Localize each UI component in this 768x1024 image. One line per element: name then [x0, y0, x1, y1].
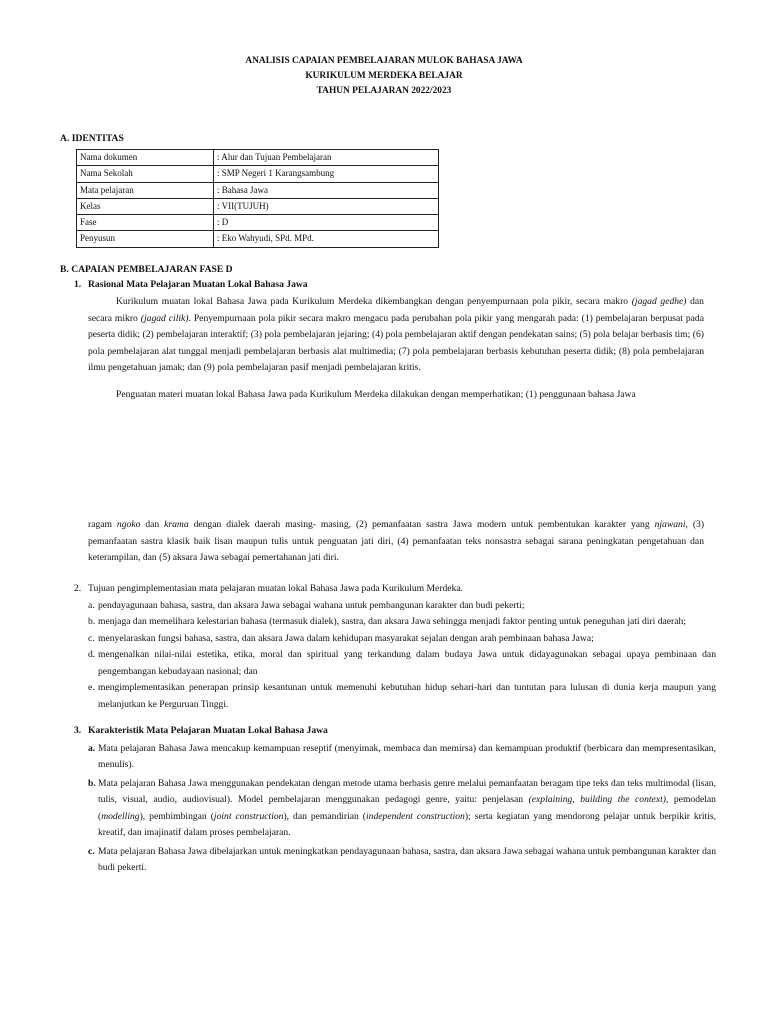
- italic-term: krama: [164, 519, 189, 530]
- subsection-title: Tujuan pengimplementasian mata pelajaran muatan lokal Bahasa Jawa pada Kurikulum Merdeka.: [88, 583, 464, 594]
- karakteristik-list: [74, 741, 717, 877]
- list-item: [88, 680, 716, 713]
- title-line-3: TAHUN PELAJARAN 2022/2023: [316, 86, 452, 96]
- table-key: Mata pelajaran: [77, 182, 214, 198]
- text-span: dan secara mikro: [88, 296, 704, 324]
- table-value: : Bahasa Jawa: [214, 182, 439, 198]
- table-row: [77, 231, 439, 247]
- list-item: [88, 776, 716, 842]
- identity-table: [76, 149, 439, 248]
- subsection-number: 1.: [74, 279, 82, 290]
- list-text: mengenalkan nilai-nilai estetika, etika, moral dan spiritual yang terkandung dalam budaya Jawa untuk didayagunakan sebagai upaya pembinaan dan pengembangan kebudayaan nasional; dan: [98, 649, 716, 677]
- list-marker: c.: [88, 632, 95, 644]
- subsection-number: 2.: [74, 583, 82, 594]
- subsection-2: [74, 581, 716, 713]
- list-item: [88, 741, 716, 774]
- list-text: menjaga dan memelihara kelestarian bahasa (termasuk dialek), sastra, dan aksara Jawa sehingga menjadi faktor penting untuk peneguhan jati diri daerah;: [98, 616, 686, 627]
- table-row: [77, 215, 439, 231]
- text-span: Kurikulum muatan lokal Bahasa Jawa pada Kurikulum Merdeka dikembangkan dengan penyempurnaan pola pikir, secara makro: [116, 296, 632, 307]
- subsection-number: 3.: [74, 725, 82, 736]
- italic-term: njawani: [654, 519, 686, 530]
- list-text: pendayagunaan bahasa, sastra, dan aksara Jawa sebagai wahana untuk pembangunan karakter dan budi pekerti;: [98, 599, 525, 611]
- list-text: Mata pelajaran Bahasa Jawa mencakup kemampuan reseptif (menyimak, membaca dan memirsa) dan kemampuan produktif (berbicara dan mempresentasikan, menulis).: [98, 742, 716, 770]
- text-span: ), pembimbingan (: [139, 810, 214, 822]
- rasional-paragraph-2: [88, 387, 704, 404]
- list-marker: a.: [88, 599, 95, 611]
- subsection-title: Karakteristik Mata Pelajaran Muatan Lokal Bahasa Jawa: [88, 725, 328, 736]
- list-marker: c.: [88, 845, 95, 857]
- list-item: [88, 647, 716, 680]
- table-value: : D: [214, 215, 439, 231]
- list-item: [88, 631, 716, 648]
- italic-term: ngoko: [116, 519, 141, 530]
- text-span: ragam: [88, 519, 117, 530]
- italic-term: joint construction: [213, 810, 284, 822]
- table-key: Penyusun: [77, 231, 214, 247]
- list-item: [88, 844, 716, 877]
- italic-term: (explaining, building the context): [528, 794, 666, 805]
- table-value: : Alur dan Tujuan Pembelajaran: [214, 150, 439, 166]
- text-span: ); serta kegiatan yang mendorong pelajar untuk berpikir kritis, kreatif, dan imajinatif dalam proses pembelajaran.: [98, 810, 717, 838]
- text-span: Penguatan materi muatan lokal Bahasa Jawa pada Kurikulum Merdeka dilakukan dengan memperhatikan; (1) penggunaan bahasa Jawa: [116, 389, 636, 400]
- text-span: , (3) pemanfaatan sastra klasik baik lisan maupun tulis untuk penguatan jati diri, (4) pemanfaatan teks nonsastra sebagai sarana peningkatan pengetahuan dan keterampilan, dan (5) aksara Jawa sebagai pemertahanan jati diri.: [88, 519, 705, 563]
- rasional-paragraph-1: [88, 294, 704, 377]
- document-title: [0, 54, 768, 99]
- table-key: Nama Sekolah: [77, 166, 214, 182]
- list-marker: d.: [88, 649, 96, 660]
- subsection-1-heading: [74, 278, 308, 292]
- table-key: Fase: [77, 215, 214, 231]
- list-marker: e.: [88, 682, 95, 693]
- text-span: ), dan pemandirian (: [283, 810, 367, 822]
- list-marker: b.: [88, 616, 96, 627]
- table-value: : Eko Wahyudi, SPd. MPd.: [214, 231, 439, 247]
- text-span: dan: [140, 519, 165, 530]
- section-a-heading: A. IDENTITAS: [60, 133, 124, 144]
- table-key: Nama dokumen: [77, 150, 214, 166]
- table-value: : VII(TUJUH): [214, 198, 439, 214]
- list-text: mengimplementasikan penerapan prinsip kesantunan untuk memenuhi kebutuhan hidup sehari-hari dan tuntutan para lulusan di dunia kerja maupun yang melanjutkan ke Perguruan Tinggi.: [98, 682, 716, 710]
- table-key: Kelas: [77, 198, 214, 214]
- list-item: [88, 598, 716, 615]
- title-line-2: KURIKULUM MERDEKA BELAJAR: [305, 71, 463, 81]
- italic-term: modelling: [101, 810, 140, 822]
- list-item: [88, 614, 716, 631]
- italic-term: independent construction: [366, 810, 465, 822]
- list-text: menyelaraskan fungsi bahasa, sastra, dan aksara Jawa dalam kehidupan masyarakat sejalan dengan arah pembinaan bahasa Jawa;: [98, 632, 594, 644]
- list-text: [98, 776, 716, 842]
- table-row: [77, 150, 439, 166]
- subsection-3-heading: [74, 723, 706, 740]
- rasional-paragraph-2-continued: [88, 517, 704, 567]
- subsection-2-heading: [74, 581, 706, 598]
- table-row: [77, 198, 439, 214]
- list-text: Mata pelajaran Bahasa Jawa dibelajarkan untuk meningkatkan pendayagunaan bahasa, sastra, dan aksara Jawa sebagai wahana untuk pembangunan karakter dan budi pekerti.: [98, 845, 716, 873]
- text-span: , pemodelan (: [98, 794, 716, 822]
- text-span: Mata pelajaran Bahasa Jawa menggunakan pendekatan dengan metode utama berbasis genre melalui pemanfaatan beragam tipe teks dan teks multimodal (lisan, tulis, visual, audio, audiovisual). Model pembelajaran menggunakan pedagogi genre, yaitu: penjelasan: [98, 777, 716, 805]
- subsection-3: [74, 723, 717, 879]
- table-row: [77, 166, 439, 182]
- text-span: . Penyempurnaan pola pikir secara makro mengacu pada perubahan pola pikir yang mengarah pada: (1) pembelajaran berpusat pada peserta didik; (2) pembelajaran interaktif; (3) pola pembelajaran jejaring; (4) pola pembelajaran aktif dengan pendekatan sains; (5) pola belajar berbasis tim; (6) pola pembelajaran alat tunggal menjadi pembelajaran berbasis alat multimedia; (7) pola pembelajaran berbasis kebutuhan peserta didik; (8) pola pembelajaran ilmu pengetahuan jamak; dan (9) pola pembelajaran pasif menjadi pembelajaran kritis.: [88, 312, 704, 373]
- italic-term: (jagad gedhe): [631, 296, 687, 307]
- tujuan-list: [74, 598, 716, 714]
- list-marker: b.: [88, 777, 96, 789]
- subsection-title: Rasional Mata Pelajaran Muatan Lokal Bahasa Jawa: [88, 279, 308, 290]
- list-marker: a.: [88, 742, 96, 754]
- text-span: dengan dialek daerah masing- masing, (2) pemanfaatan sastra Jawa modern untuk pembentukan karakter yang: [188, 519, 655, 530]
- table-value: : SMP Negeri 1 Karangsambung: [214, 166, 439, 182]
- section-b-heading: B. CAPAIAN PEMBELAJARAN FASE D: [60, 264, 233, 275]
- title-line-1: ANALISIS CAPAIAN PEMBELAJARAN MULOK BAHASA JAWA: [245, 56, 523, 66]
- table-row: [77, 182, 439, 198]
- italic-term: (jagad cilik): [140, 312, 189, 324]
